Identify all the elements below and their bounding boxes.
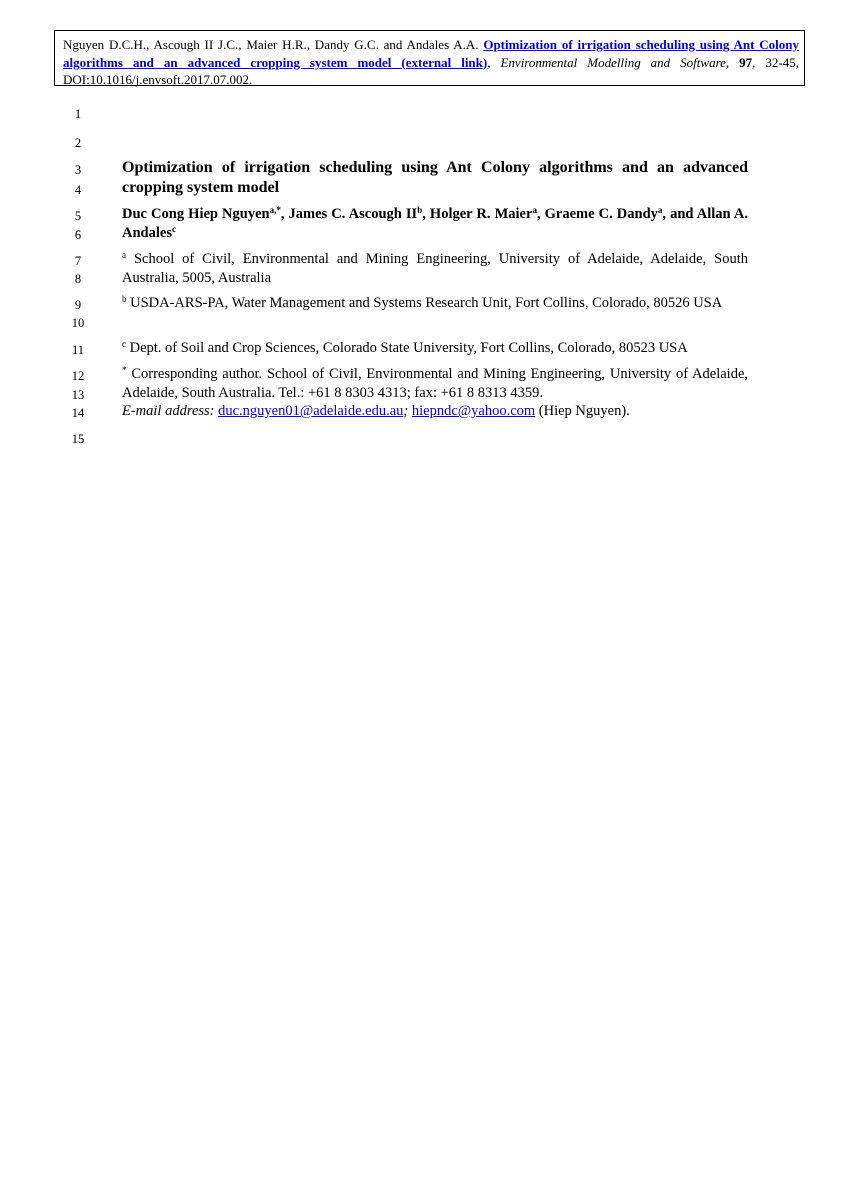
author-separator: , <box>280 206 289 222</box>
author-name: Duc Cong Hiep Nguyen <box>122 206 270 222</box>
citation-journal: Environmental Modelling and Software <box>500 54 726 70</box>
author-affiliation-mark: a <box>532 205 537 215</box>
line-number: 9 <box>74 298 82 312</box>
line-number: 11 <box>71 343 85 357</box>
author-list <box>122 205 748 242</box>
line-number: 12 <box>71 369 85 383</box>
line-number: 13 <box>71 388 85 402</box>
line-number: 15 <box>71 432 85 446</box>
author-affiliation-mark: b <box>417 205 423 215</box>
affiliation-c <box>122 339 748 358</box>
author-separator: , <box>422 206 430 222</box>
line-number: 10 <box>71 316 85 330</box>
author-name: Allan A. Andales <box>122 206 748 241</box>
author-name: Graeme C. Dandy <box>544 206 658 222</box>
corresponding-text: Corresponding author. School of Civil, Environmental and Mining Engineering, University of Adelaide, Adelaide, South Australia. Tel.: +61 8 8303 4313; fax: +61 8 8313 4359. <box>122 366 749 401</box>
author-separator: , <box>536 206 545 222</box>
email-separator: ; <box>403 403 409 419</box>
citation-separator: , <box>487 54 491 70</box>
email-label: E-mail address: <box>122 403 215 419</box>
line-number: 6 <box>74 228 82 242</box>
email-link-secondary[interactable]: hiepndc@yahoo.com <box>411 403 536 419</box>
line-number: 2 <box>74 136 82 150</box>
corresponding-author <box>122 365 748 421</box>
email-owner: (Hiep Nguyen). <box>538 403 630 419</box>
line-number: 14 <box>71 406 85 420</box>
affiliation-mark: a <box>122 250 126 260</box>
citation-box: Nguyen D.C.H., Ascough II J.C., Maier H.R., Dandy G.C. and Andales A.A. Optimization of irrigation scheduling using Ant Colony algorithms and an advanced cropping system model (external link), Environmental Modelling and Software, 97, 32-45, DOI:10.1016/j.envsoft.2017.07.002. <box>54 30 805 86</box>
affiliation-a <box>122 250 748 287</box>
citation-authors: Nguyen D.C.H., Ascough II J.C., Maier H.R., Dandy G.C. and Andales A.A. <box>63 37 479 52</box>
author-name: James C. Ascough II <box>288 206 418 222</box>
author-affiliation-mark: a,* <box>269 205 281 215</box>
citation-volume: 97 <box>739 54 753 70</box>
citation-pages-doi: , 32-45, DOI:10.1016/j.envsoft.2017.07.002. <box>63 54 799 87</box>
affiliation-text: School of Civil, Environmental and Mining Engineering, University of Adelaide, Adelaide, South Australia, 5005, Australia <box>122 251 748 286</box>
affiliation-b <box>122 294 748 313</box>
line-number: 4 <box>74 183 82 197</box>
paper-title: Optimization of irrigation scheduling using Ant Colony algorithms and an advanced cropping system model <box>122 159 748 196</box>
corresponding-mark: * <box>122 365 127 375</box>
author-separator: , and <box>662 206 697 222</box>
line-number: 3 <box>74 163 82 177</box>
author-name: Holger R. Maier <box>429 206 533 222</box>
line-number: 1 <box>74 107 82 121</box>
affiliation-mark: b <box>122 294 127 304</box>
affiliation-text: Dept. of Soil and Crop Sciences, Colorado State University, Fort Collins, Colorado, 80523 USA <box>129 340 688 356</box>
line-number: 8 <box>74 272 82 286</box>
affiliation-text: USDA-ARS-PA, Water Management and Systems Research Unit, Fort Collins, Colorado, 80526 USA <box>130 295 723 311</box>
author-affiliation-mark: c <box>171 223 176 234</box>
line-number: 7 <box>74 254 82 268</box>
author-affiliation-mark: a <box>657 205 663 215</box>
citation-article-link[interactable]: Optimization of irrigation scheduling using Ant Colony algorithms and an advanced cropping system model (external link) <box>63 37 800 70</box>
email-link-primary[interactable]: duc.nguyen01@adelaide.edu.au <box>218 403 404 419</box>
affiliation-mark: c <box>122 339 126 349</box>
line-number: 5 <box>74 209 82 223</box>
